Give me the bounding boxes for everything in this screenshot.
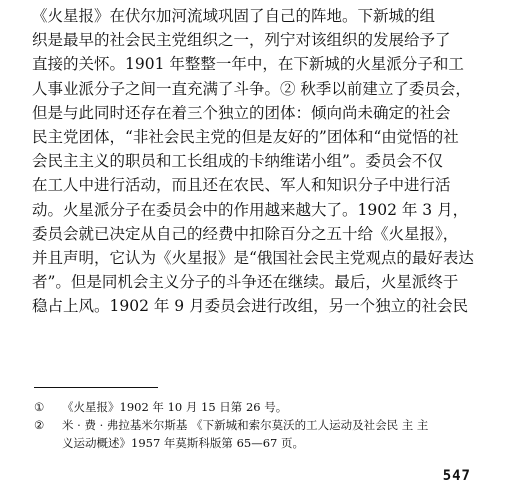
body-line: 并且声明，它认为《火星报》是“俄国社会民主党观点的最好表达 (32, 248, 474, 267)
body-text (32, 4, 504, 318)
footnote-1 (34, 398, 504, 416)
body-line: 人事业派分子之间一直充满了斗争。② 秋季以前建立了委员会， (32, 79, 471, 98)
page-number: 547 (442, 468, 471, 484)
body-line: 但是与此同时还存在着三个独立的团体：倾向尚未确定的社会 (32, 103, 451, 122)
footnote-marker: ② (34, 418, 45, 432)
body-line: 会民主主义的职员和工长组成的卡纳维诺小组”。委员会不仅 (32, 152, 443, 171)
footnote-2 (34, 416, 504, 452)
body-line: 《火星报》在伏尔加河流域巩固了自己的阵地。下新城的组 (32, 7, 436, 25)
body-line: 织是最早的社会民主党组织之一，列宁对该组织的发展给予了 (32, 31, 451, 50)
body-line: 在工人中进行活动，而且还在农民、军人和知识分子中进行活 (32, 176, 451, 195)
body-line: 民主党团体，“非社会民主党的但是友好的”团体和“由觉悟的社 (32, 127, 459, 146)
body-line: 稳占上风。1902 年 9 月委员会进行改组，另一个独立的社会民 (32, 297, 469, 316)
footnote-divider (34, 387, 158, 388)
footnote-text: 《火星报》1902 年 10 月 15 日第 26 号。 (62, 400, 288, 414)
footnote-marker: ① (34, 400, 45, 414)
footnotes (34, 398, 504, 452)
body-line: 直接的关怀。1901 年整整一年中，在下新城的火星派分子和工 (32, 55, 464, 74)
body-line: 动。火星派分子在委员会中的作用越来越大了。1902 年 3 月， (32, 200, 469, 219)
footnote-text: 米 · 费 · 弗拉基米尔斯基 《下新城和索尔莫沃的工人运动及社会民 主 主 (62, 418, 429, 432)
body-line: 者”。但是同机会主义分子的斗争还在继续。最后，火星派终于 (32, 273, 459, 292)
footnote-text-continued: 义运动概述》1957 年莫斯科版第 65—67 页。 (62, 436, 304, 450)
body-line: 委员会就已决定从自己的经费中扣除百分之五十给《火星报》， (32, 224, 459, 243)
